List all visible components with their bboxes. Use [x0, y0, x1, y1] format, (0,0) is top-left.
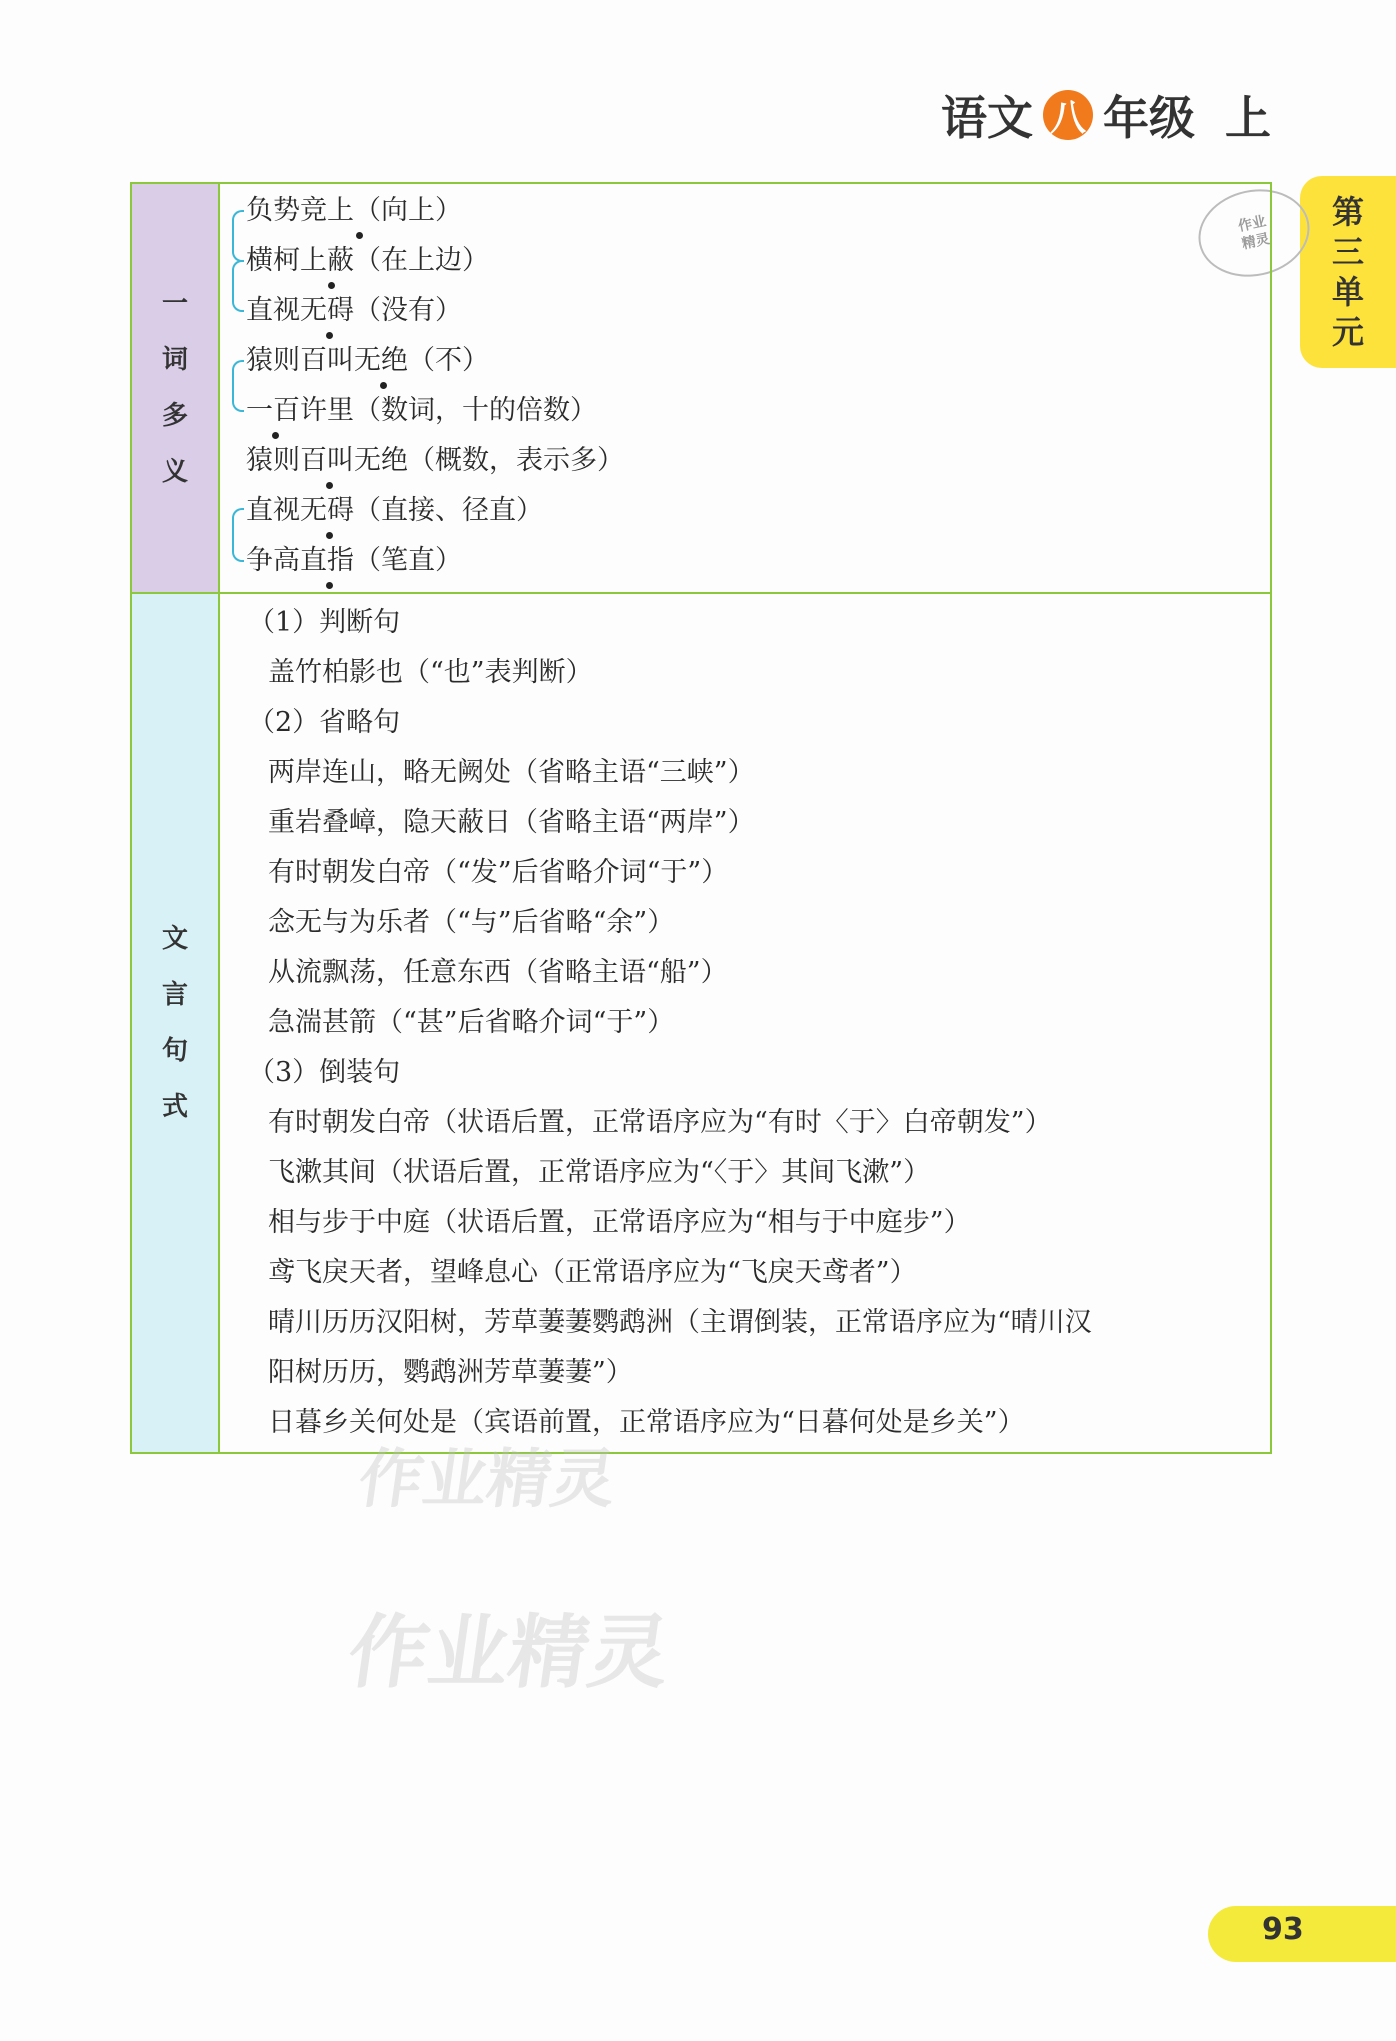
- polysemy-row: [132, 184, 1270, 594]
- polysemy-entry: 负势竞上（向上）: [246, 195, 462, 226]
- section-heading: （3）倒装句: [248, 1057, 401, 1088]
- polysemy-label-cell: [132, 184, 220, 592]
- sentence-entry: 从流飘荡，任意东西（省略主语“船”）: [268, 957, 728, 988]
- brace-icon: [232, 210, 244, 262]
- label-char: 式: [161, 1092, 188, 1122]
- label-char: 一: [161, 289, 188, 319]
- side-tab-char: 元: [1331, 313, 1364, 351]
- sentence-entry: 有时朝发白帝（状语后置，正常语序应为“有时〈于〉白帝朝发”）: [268, 1107, 1052, 1138]
- label-char: 多: [161, 401, 188, 431]
- sentence-pattern-label-cell: [132, 594, 220, 1452]
- sentence-entry: 晴川历历汉阳树，芳草萋萋鹦鹉洲（主谓倒装，正常语序应为“晴川汉: [268, 1307, 1092, 1338]
- polysemy-entry: 横柯上蔽（在上边）: [246, 245, 489, 276]
- stamp-text-top: 作业: [1236, 213, 1268, 235]
- polysemy-entry: 猿则百叫无绝（概数，表示多）: [246, 445, 624, 476]
- volume-label: 上: [1225, 91, 1271, 145]
- emphasis-dot: [356, 232, 363, 239]
- side-tab-char: 单: [1331, 273, 1364, 311]
- watermark-text: 作业精灵: [342, 1606, 676, 1699]
- page-header: [941, 82, 1271, 148]
- page-number: 93: [1262, 1912, 1304, 1947]
- section-heading: （2）省略句: [248, 707, 401, 738]
- watermark-text: 作业精灵: [353, 1443, 621, 1517]
- sentence-entry: 飞漱其间（状语后置，正常语序应为“〈于〉其间飞漱”）: [268, 1157, 931, 1188]
- label-char: 词: [161, 345, 188, 375]
- side-tab-char: 三: [1331, 233, 1364, 271]
- sentence-entry: 两岸连山，略无阙处（省略主语“三峡”）: [268, 757, 755, 788]
- polysemy-entry: 争高直指（笔直）: [246, 545, 462, 576]
- section-heading: （1）判断句: [248, 607, 401, 638]
- polysemy-content: [220, 184, 1270, 592]
- polysemy-entry: 一百许里（数词，十的倍数）: [246, 395, 597, 426]
- label-char: 言: [161, 980, 188, 1010]
- label-char: 句: [161, 1036, 188, 1066]
- emphasis-dot: [326, 482, 333, 489]
- sentence-entry: 念无与为乐者（“与”后省略“余”）: [268, 907, 675, 938]
- polysemy-entry: 猿则百叫无绝（不）: [246, 345, 489, 376]
- polysemy-entry: 直视无碍（直接、径直）: [246, 495, 543, 526]
- sentence-entry: 有时朝发白帝（“发”后省略介词“于”）: [268, 857, 729, 888]
- emphasis-dot: [326, 582, 333, 589]
- sentence-entry-continued: 阳树历历，鹦鹉洲芳草萋萋”）: [268, 1357, 633, 1388]
- side-tab-char: 第: [1331, 193, 1364, 231]
- emphasis-dot: [380, 382, 387, 389]
- sentence-pattern-row: [132, 594, 1270, 1452]
- sentence-entry: 鸢飞戾天者，望峰息心（正常语序应为“飞戾天鸢者”）: [268, 1257, 917, 1288]
- sentence-entry: 急湍甚箭（“甚”后省略介词“于”）: [268, 1007, 675, 1038]
- unit-side-tab[interactable]: [1300, 176, 1396, 368]
- label-char: 义: [161, 457, 188, 487]
- sentence-entry: 重岩叠嶂，隐天蔽日（省略主语“两岸”）: [268, 807, 755, 838]
- label-char: 文: [161, 924, 188, 954]
- knowledge-table: [130, 182, 1272, 1454]
- sentence-pattern-content: [220, 594, 1270, 1452]
- brace-icon: [232, 260, 244, 312]
- brace-icon: [232, 508, 244, 562]
- polysemy-entry: 直视无碍（没有）: [246, 295, 462, 326]
- emphasis-dot: [328, 282, 335, 289]
- stamp-text-bottom: 精灵: [1240, 231, 1272, 253]
- sentence-entry: 盖竹柏影也（“也”表判断）: [268, 657, 593, 688]
- emphasis-dot: [272, 432, 279, 439]
- brace-icon: [232, 360, 244, 412]
- sentence-entry: 日暮乡关何处是（宾语前置，正常语序应为“日暮何处是乡关”）: [268, 1407, 1025, 1438]
- grade-suffix: 年级: [1103, 91, 1195, 145]
- subject-title: 语文: [941, 91, 1033, 145]
- grade-badge: 八: [1043, 90, 1093, 140]
- emphasis-dot: [326, 532, 333, 539]
- sentence-entry: 相与步于中庭（状语后置，正常语序应为“相与于中庭步”）: [268, 1207, 971, 1238]
- emphasis-dot: [326, 332, 333, 339]
